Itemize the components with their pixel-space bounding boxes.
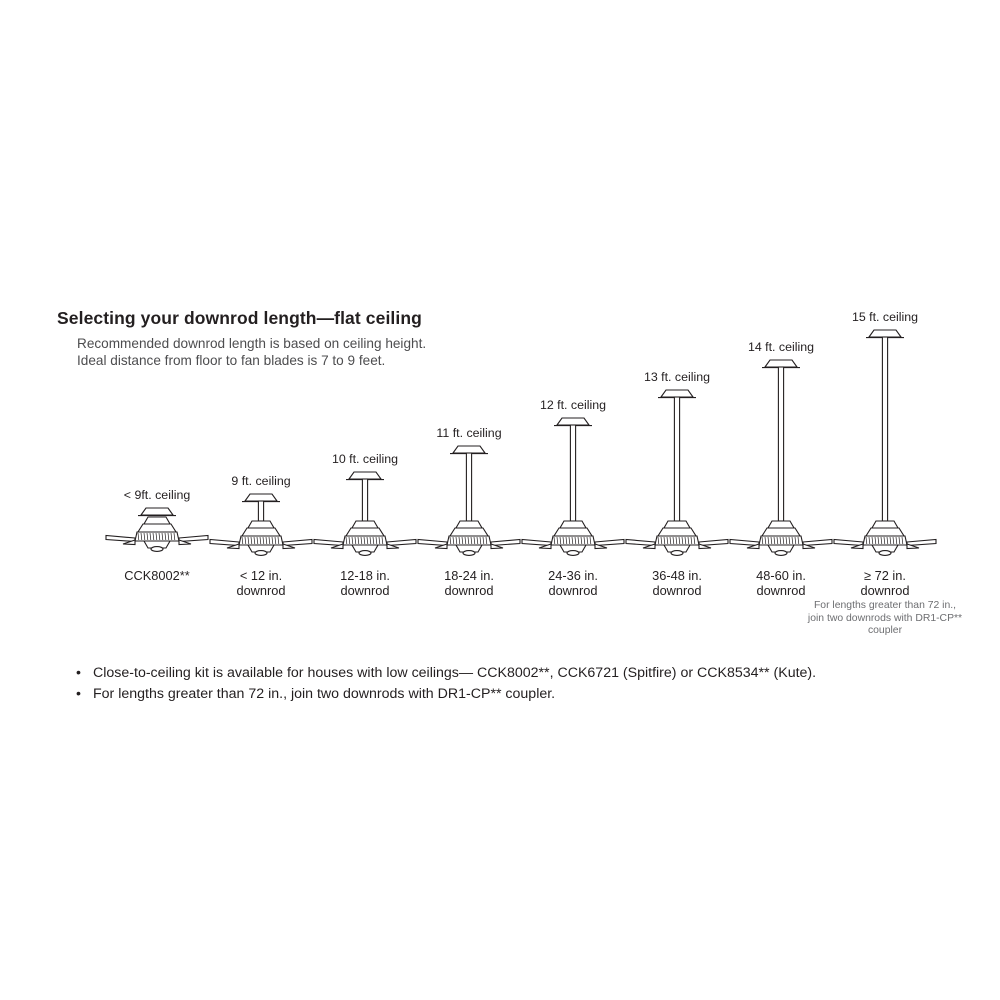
downrod-length-line-2: downrod xyxy=(652,583,702,598)
downrod-length-line-1: CCK8002** xyxy=(124,568,190,583)
downrod-length-line-2: downrod xyxy=(340,583,390,598)
ceiling-height-label: 12 ft. ceiling xyxy=(539,398,607,412)
list-item-text: Close-to-ceiling kit is available for houses with low ceilings— CCK8002**, CCK6721 (Spitfire) or CCK8534** (Kute). xyxy=(93,665,817,681)
ceiling-height-label: 10 ft. ceiling xyxy=(331,452,399,466)
ceiling-height-label: 14 ft. ceiling xyxy=(747,340,815,354)
list-item xyxy=(70,663,950,684)
downrod-length-line-1: 24-36 in. xyxy=(548,568,598,583)
downrod-length-line-1: ≥ 72 in. xyxy=(864,568,906,583)
ceiling-fan-illustration xyxy=(625,388,729,562)
bullet-marker: • xyxy=(76,686,81,702)
ceiling-height-label: 15 ft. ceiling xyxy=(851,310,919,324)
ceiling-fan-illustration xyxy=(833,328,937,562)
ceiling-height-label: 11 ft. ceiling xyxy=(436,426,502,440)
downrod-coupler-note: For lengths greater than 72 in., join two downrods with DR1-CP** coupler xyxy=(807,600,963,636)
bullet-marker: • xyxy=(76,665,81,681)
page-title: Selecting your downrod length—flat ceiling xyxy=(57,308,422,328)
downrod-length-line-1: 48-60 in. xyxy=(756,568,806,583)
downrod-length-line-2: downrod xyxy=(548,583,598,598)
downrod-length-line-2: downrod xyxy=(756,583,806,598)
notes-list xyxy=(70,663,950,705)
downrod-length-line-1: 18-24 in. xyxy=(444,568,494,583)
fan-column xyxy=(807,300,963,640)
subtitle-line-2: Ideal distance from floor to fan blades is 7 to 9 feet. xyxy=(77,353,386,368)
ceiling-fan-illustration xyxy=(313,470,417,562)
list-item xyxy=(70,684,950,705)
downrod-length-line-1: 12-18 in. xyxy=(340,568,390,583)
downrod-length-line-2: downrod xyxy=(444,583,494,598)
ceiling-fan-illustration xyxy=(209,492,313,562)
downrod-length-line-2: downrod xyxy=(860,583,910,598)
ceiling-fan-illustration xyxy=(105,506,209,562)
ceiling-fan-illustration xyxy=(521,416,625,562)
ceiling-height-label: < 9ft. ceiling xyxy=(123,488,191,502)
ceiling-fan-illustration xyxy=(417,444,521,562)
ceiling-fan-diagram xyxy=(60,300,963,650)
list-item-text: For lengths greater than 72 in., join two downrods with DR1-CP** coupler. xyxy=(93,686,556,702)
ceiling-height-label: 9 ft. ceiling xyxy=(231,474,291,488)
ceiling-height-label: 13 ft. ceiling xyxy=(643,370,711,384)
downrod-length-line-2: downrod xyxy=(236,583,286,598)
downrod-length-line-1: < 12 in. xyxy=(239,568,283,583)
downrod-length-line-1: 36-48 in. xyxy=(652,568,702,583)
downrod-length-label xyxy=(815,568,955,598)
subtitle-line-1: Recommended downrod length is based on ceiling height. xyxy=(77,336,427,351)
ceiling-fan-illustration xyxy=(729,358,833,562)
